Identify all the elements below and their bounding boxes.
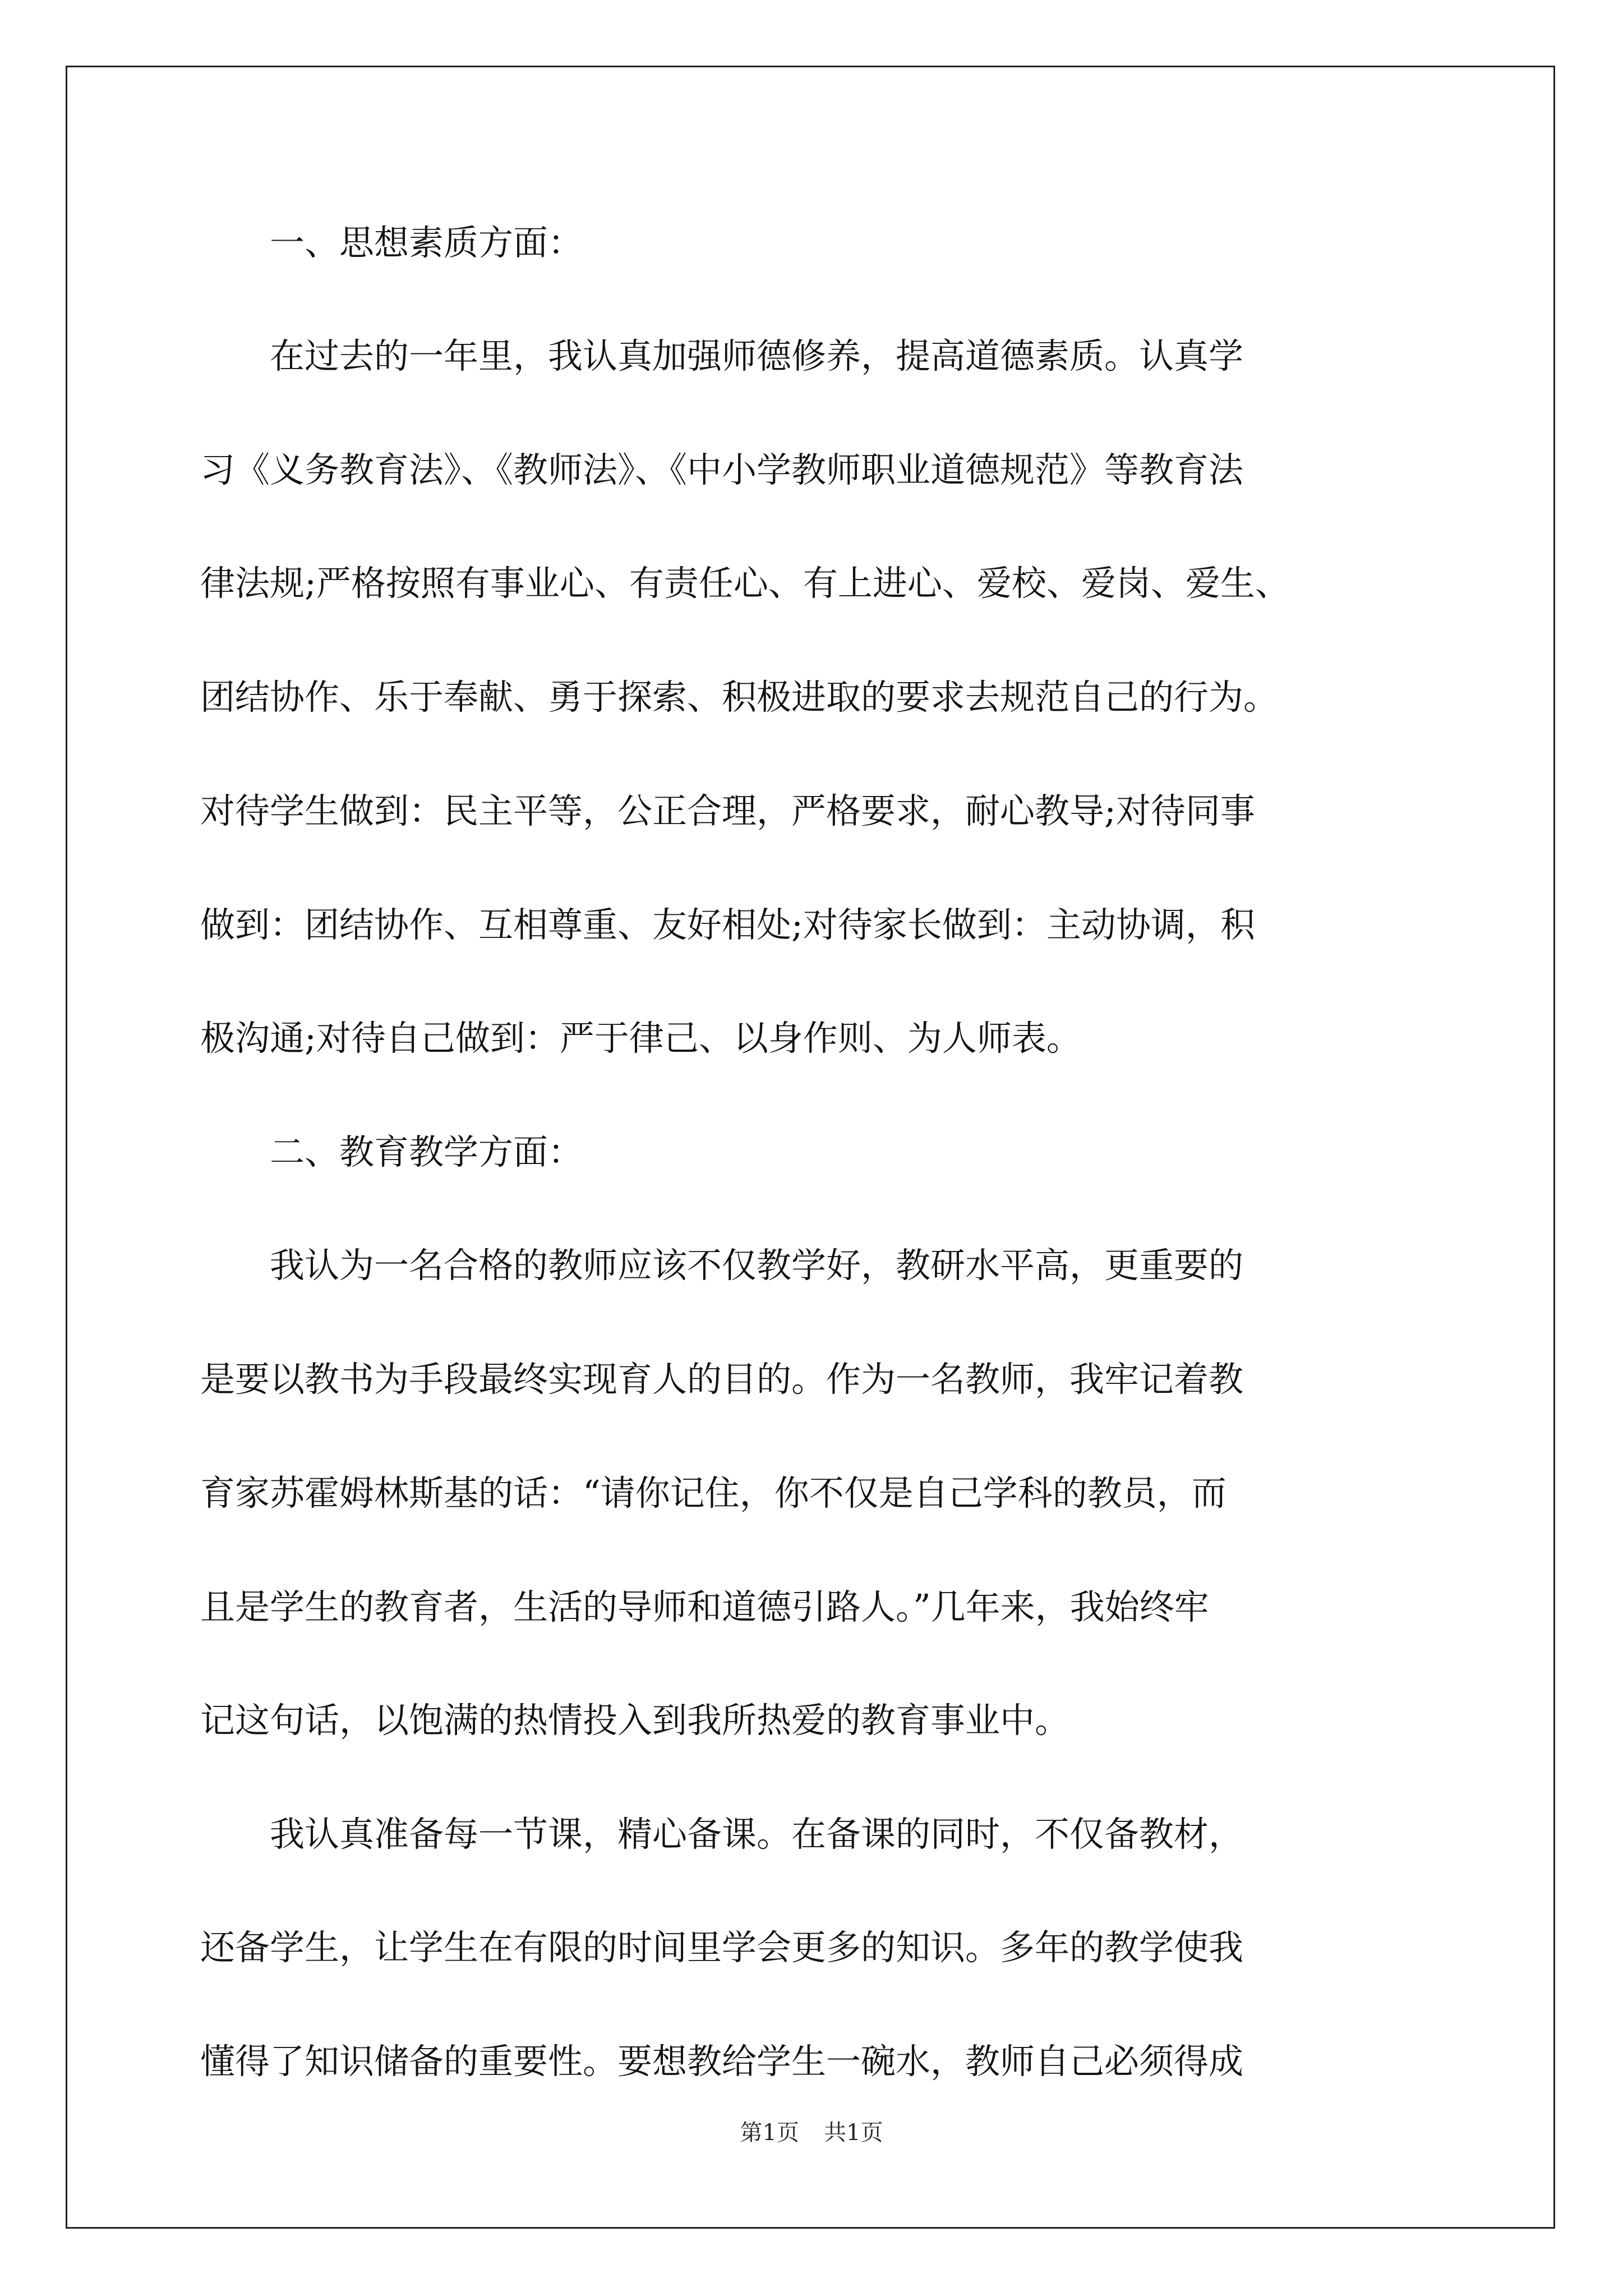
paragraph-line: 律法规;严格按照有事业心、有责任心、有上进心、爱校、爱岗、爱生、	[200, 563, 1290, 604]
paragraph-line: 我认真准备每一节课，精心备课。在备课的同时，不仅备教材，	[200, 1814, 1244, 1855]
paragraph-line: 习《义务教育法》、《教师法》、《中小学教师职业道德规范》等教育法	[200, 449, 1244, 490]
heading-teaching: 二、教育教学方面：	[200, 1131, 583, 1172]
paragraph-line: 极沟通;对待自己做到：严于律己、以身作则、为人师表。	[200, 1018, 1081, 1059]
paragraph-line: 还备学生，让学生在有限的时间里学会更多的知识。多年的教学使我	[200, 1927, 1244, 1968]
paragraph-line: 我认为一名合格的教师应该不仅教学好，教研水平高，更重要的	[200, 1245, 1244, 1286]
paragraph-line: 育家苏霍姆林斯基的话：“请你记住，你不仅是自己学科的教员，而	[200, 1473, 1227, 1513]
paragraph-line: 在过去的一年里，我认真加强师德修养，提高道德素质。认真学	[200, 335, 1244, 376]
page-number: 第1页	[740, 2120, 799, 2146]
paragraph-line: 懂得了知识储备的重要性。要想教给学生一碗水，教师自己必须得成	[200, 2041, 1244, 2082]
paragraph-line: 对待学生做到：民主平等，公正合理，严格要求，耐心教导;对待同事	[200, 790, 1255, 831]
paragraph-line: 记这句话，以饱满的热情投入到我所热爱的教育事业中。	[200, 1700, 1070, 1741]
heading-ideology: 一、思想素质方面：	[200, 222, 583, 263]
paragraph-line: 且是学生的教育者，生活的导师和道德引路人。”几年来，我始终牢	[200, 1586, 1209, 1627]
paragraph-line: 团结协作、乐于奉献、勇于探索、积极进取的要求去规范自己的行为。	[200, 677, 1279, 717]
page-total: 共1页	[824, 2120, 883, 2146]
page-footer	[0, 2115, 1623, 2147]
paragraph-line: 是要以教书为手段最终实现育人的目的。作为一名教师，我牢记着教	[200, 1359, 1244, 1400]
paragraph-line: 做到：团结协作、互相尊重、友好相处;对待家长做到：主动协调，积	[200, 904, 1255, 945]
